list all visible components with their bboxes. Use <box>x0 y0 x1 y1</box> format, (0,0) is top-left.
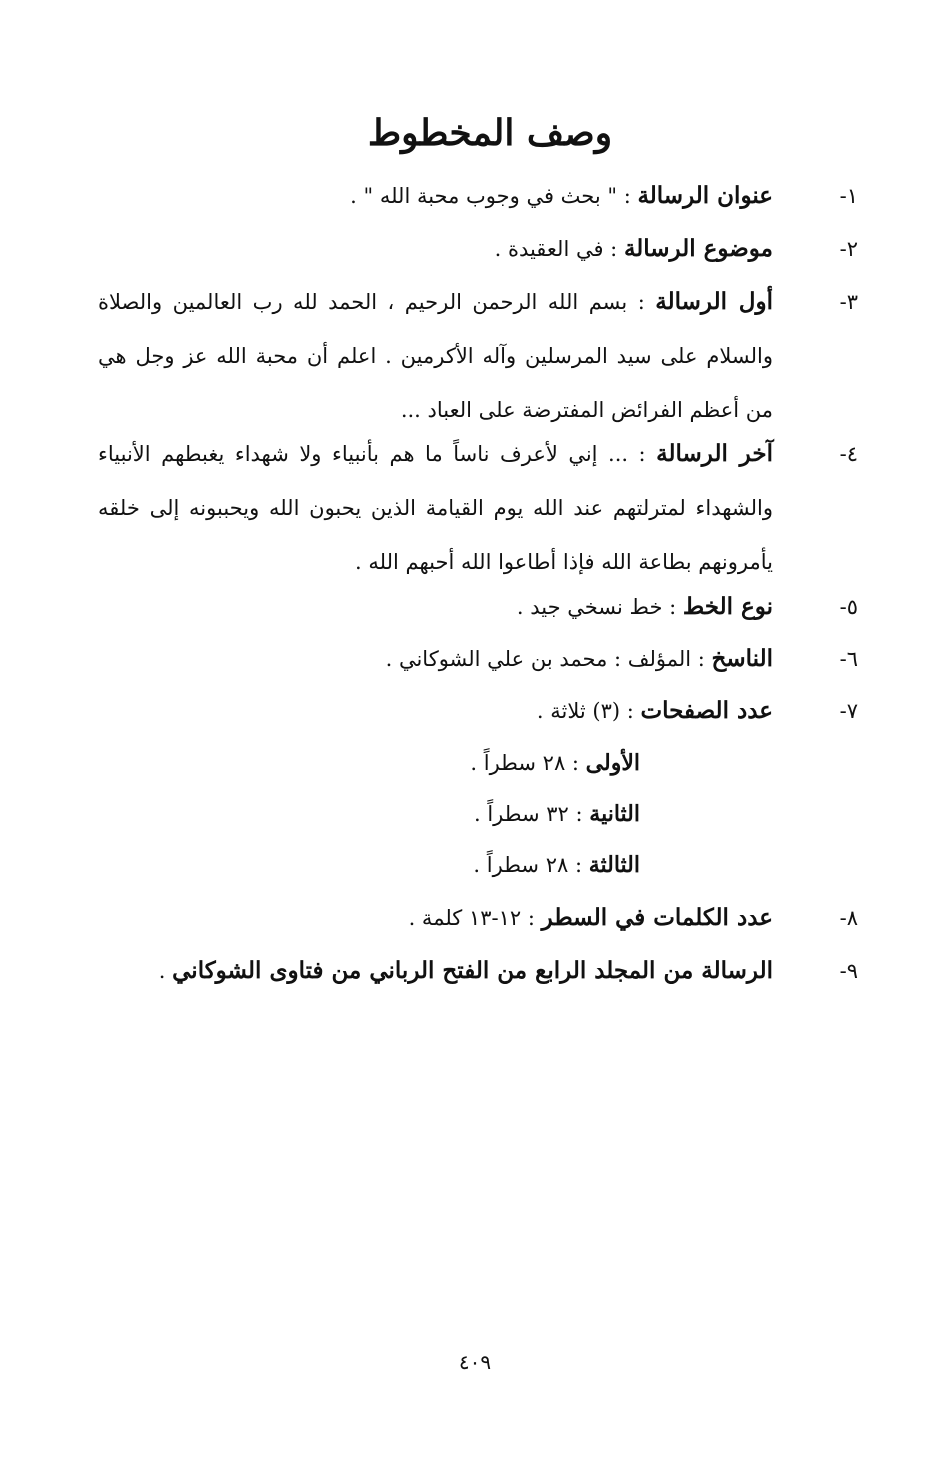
item-number: ٨- <box>839 906 858 930</box>
item-number: ٥- <box>839 595 858 619</box>
item-body <box>98 891 773 945</box>
item-label: أول الرسالة <box>655 288 773 315</box>
list-item <box>98 891 858 945</box>
item-body <box>98 580 773 634</box>
list-item <box>98 222 858 276</box>
item-text: : (٣) ثلاثة . <box>536 699 641 723</box>
pages-detail-item <box>470 737 640 789</box>
item-text: : ١٢-١٣ كلمة . <box>408 906 542 930</box>
pages-detail-item <box>474 788 640 840</box>
page-title: وصف المخطوط <box>367 112 613 154</box>
item-text: : ... إني لأعرف ناساً ما هم بأنبياء ولا شهداء يغبطهم الأنبياء والشهداء لمترلتهم عند الله يوم القيامة الذين يحبون الله ويحببونه إلى خلقه يأمرونهم بطاعة الله فإذا أطاعوا الله أحبهم الله . <box>98 442 773 574</box>
pages-detail-label: الأولى <box>585 750 640 776</box>
item-number: ٢- <box>839 237 858 261</box>
page-number: ٤٠٩ <box>458 1350 492 1374</box>
item-body <box>98 427 773 589</box>
pages-detail-label: الثانية <box>589 801 640 827</box>
pages-detail-text: : ٢٨ سطراً . <box>473 853 589 877</box>
item-text: : المؤلف : محمد بن علي الشوكاني . <box>385 647 712 671</box>
item-body <box>98 222 773 276</box>
item-text: : خط نسخي جيد . <box>516 595 683 619</box>
item-label: آخر الرسالة <box>656 440 773 467</box>
item-label: عدد الكلمات في السطر <box>541 904 773 931</box>
item-text: : في العقيدة . <box>494 237 624 261</box>
pages-detail-text: : ٣٢ سطراً . <box>474 802 590 826</box>
item-label: الرسالة من المجلد الرابع من الفتح الرباني من فتاوى الشوكاني <box>172 957 773 984</box>
item-number: ٩- <box>839 959 858 983</box>
item-text: . <box>158 959 173 983</box>
item-label: الناسخ <box>711 645 773 672</box>
item-body <box>98 944 773 998</box>
pages-detail-item <box>473 839 640 891</box>
item-body <box>98 684 773 738</box>
item-label: عنوان الرسالة <box>637 182 773 209</box>
item-number: ٦- <box>839 647 858 671</box>
pages-detail-label: الثالثة <box>588 852 640 878</box>
list-item <box>98 684 858 738</box>
pages-detail-text: : ٢٨ سطراً . <box>470 751 586 775</box>
item-number: ٣- <box>839 290 858 314</box>
item-body <box>98 632 773 686</box>
item-label: عدد الصفحات <box>640 697 773 724</box>
list-item <box>98 944 858 998</box>
item-label: موضوع الرسالة <box>623 235 773 262</box>
item-number: ١- <box>839 184 858 208</box>
list-item <box>98 632 858 686</box>
item-number: ٤- <box>839 442 858 466</box>
item-text: : " بحث في وجوب محبة الله " . <box>350 184 638 208</box>
list-item <box>98 169 858 223</box>
list-item <box>98 580 858 634</box>
item-body <box>98 275 773 437</box>
item-text: : بسم الله الرحمن الرحيم ، الحمد لله رب العالمين والصلاة والسلام على سيد المرسلين وآله الأكرمين . اعلم أن محبة الله عز وجل هي من أعظم الفرائض المفترضة على العباد ... <box>98 290 773 422</box>
item-number: ٧- <box>839 699 858 723</box>
list-item <box>98 275 858 437</box>
item-label: نوع الخط <box>682 593 773 620</box>
item-body <box>98 169 773 223</box>
list-item <box>98 427 858 589</box>
